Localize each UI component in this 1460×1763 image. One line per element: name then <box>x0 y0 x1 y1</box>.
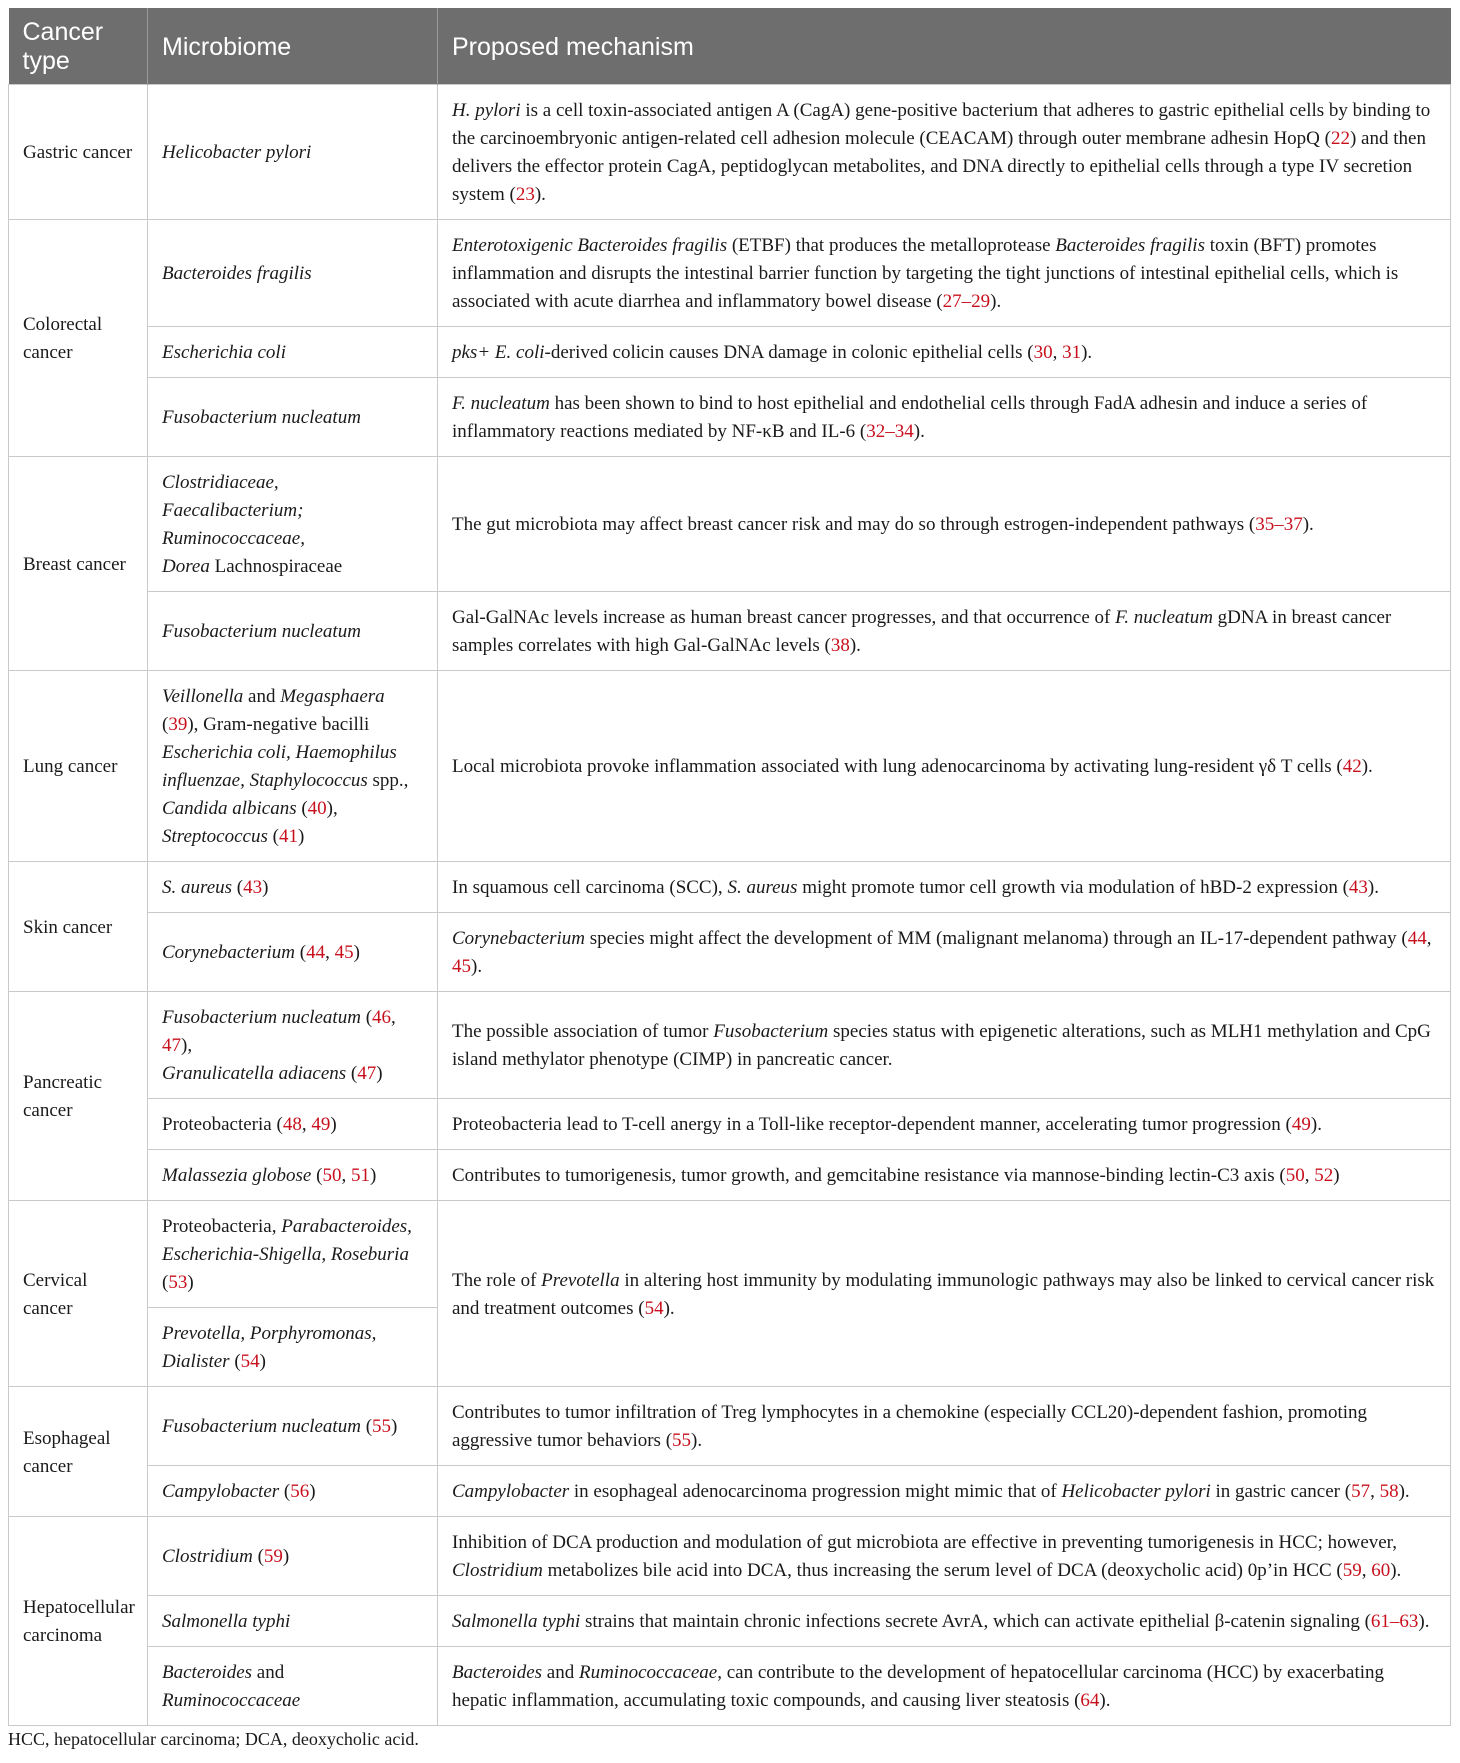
mechanism-cell <box>438 327 1451 378</box>
mechanism-cell <box>438 457 1451 592</box>
italic-text: F. nucleatum <box>1115 607 1213 628</box>
text-segment: ). <box>1418 1611 1430 1632</box>
table-row <box>9 1387 1451 1466</box>
mechanism-cell <box>438 1647 1451 1726</box>
text-segment: Proteobacteria, <box>162 1216 282 1237</box>
text-segment: spp., <box>367 770 409 791</box>
text-segment: ). <box>1398 1481 1410 1502</box>
italic-text: Corynebacterium <box>452 928 585 949</box>
text-segment: ). <box>1099 1690 1111 1711</box>
cancer-type-cell: Colorectal cancer <box>9 220 148 457</box>
text-segment: Local microbiota provoke inflammation associated with lung adenocarcinoma by activating lung-resident γδ T cells ( <box>452 756 1343 777</box>
italic-text: Corynebacterium <box>162 942 295 963</box>
italic-text: Prevotella <box>541 1269 620 1291</box>
table-row <box>9 378 1451 457</box>
reference-link[interactable]: 39 <box>168 714 188 735</box>
table-row <box>9 1201 1451 1308</box>
text-segment: ) <box>309 1481 316 1502</box>
italic-text: Candida albicans <box>162 798 297 819</box>
reference-link[interactable]: 44 <box>306 942 326 963</box>
text-segment: , <box>1361 1560 1372 1581</box>
text-segment: ( <box>296 798 308 819</box>
text-segment: ). <box>990 291 1002 312</box>
text-segment: ). <box>1367 877 1379 898</box>
text-segment: ) <box>369 1165 377 1186</box>
italic-text: Fusobacterium nucleatum <box>162 1416 361 1437</box>
text-segment: ). <box>1390 1560 1402 1581</box>
table-row <box>9 592 1451 671</box>
microbiome-cell <box>148 1099 438 1150</box>
text-segment: ) <box>376 1063 383 1084</box>
text-segment: ( <box>346 1063 358 1084</box>
reference-link[interactable]: 41 <box>278 826 298 847</box>
reference-link[interactable]: 56 <box>290 1481 310 1502</box>
reference-link[interactable]: 43 <box>1348 877 1368 898</box>
microbiome-cell <box>148 1308 438 1387</box>
reference-link[interactable]: 47 <box>357 1063 377 1084</box>
italic-text: Dorea <box>162 556 210 577</box>
reference-link[interactable]: 54 <box>644 1297 664 1319</box>
text-segment: ). <box>849 635 861 656</box>
reference-link[interactable]: 59 <box>263 1546 283 1567</box>
reference-link[interactable]: 52 <box>1314 1165 1334 1186</box>
microbiome-cell <box>148 220 438 327</box>
text-segment: toxin (BFT) promotes inflammation and disrupts the intestinal barrier function by targeting the tight junctions of intestinal epithelial cells, which is associated with acute diarrhea and inflammatory bowel disease ( <box>452 235 1399 312</box>
microbiome-cell <box>148 1517 438 1596</box>
mechanism-cell <box>438 992 1451 1099</box>
italic-text: Campylobacter <box>452 1481 570 1502</box>
text-segment: ( <box>360 1416 373 1437</box>
cancer-type-cell: Lung cancer <box>9 671 148 862</box>
cancer-type-cell: Gastric cancer <box>9 85 148 220</box>
italic-text: Fusobacterium nucleatum <box>162 407 361 428</box>
microbiome-cell <box>148 992 438 1099</box>
reference-link[interactable]: 22 <box>1330 128 1350 149</box>
text-segment: ). <box>913 421 925 442</box>
table-row <box>9 1647 1451 1726</box>
reference-link[interactable]: 47 <box>162 1035 181 1056</box>
text-segment: ) <box>297 826 305 847</box>
text-segment: gDNA in breast cancer samples correlates with high Gal-GalNAc levels ( <box>452 607 1392 656</box>
italic-text: Clostridium <box>162 1546 253 1567</box>
text-segment: ), <box>326 798 338 819</box>
text-segment: ). <box>1310 1114 1322 1135</box>
reference-link[interactable]: 54 <box>240 1351 260 1372</box>
text-segment: ( <box>162 714 169 735</box>
text-segment: in gastric cancer ( <box>1210 1481 1352 1502</box>
table-row <box>9 1517 1451 1596</box>
italic-text: Bacteroides fragilis <box>1055 235 1205 256</box>
cancer-type-cell: Breast cancer <box>9 457 148 671</box>
italic-text: Malassezia globose <box>162 1165 312 1186</box>
text-segment: and <box>252 1662 285 1683</box>
reference-link[interactable]: 55 <box>672 1430 692 1451</box>
table-row <box>9 1596 1451 1647</box>
microbiome-cell <box>148 1150 438 1201</box>
italic-text: Salmonella typhi <box>162 1611 291 1632</box>
italic-text: Granulicatella adiacens <box>162 1063 347 1084</box>
italic-text: Helicobacter pylori <box>162 142 312 163</box>
italic-text: S. aureus <box>162 877 233 898</box>
italic-text: Helicobacter pylori <box>1061 1481 1211 1502</box>
italic-text: Escherichia coli <box>162 342 286 363</box>
table-row <box>9 1466 1451 1517</box>
text-segment: Lachnospiraceae <box>209 556 343 577</box>
text-segment: in esophageal adenocarcinoma progression might mimic that of <box>569 1481 1062 1502</box>
table-header-row <box>9 8 1451 85</box>
text-segment: ) <box>262 877 269 898</box>
text-segment: , <box>391 1007 396 1028</box>
reference-link[interactable]: 51 <box>350 1165 370 1186</box>
reference-link[interactable]: 35–37 <box>1255 514 1303 535</box>
table-row <box>9 85 1451 220</box>
italic-text: Fusobacterium nucleatum <box>162 1007 361 1028</box>
cancer-type-cell: Pancreatic cancer <box>9 992 148 1201</box>
microbiome-cell <box>148 85 438 220</box>
mechanism-cell <box>438 1466 1451 1517</box>
italic-text: pks+ E. coli <box>452 342 545 363</box>
mechanism-cell <box>438 913 1451 992</box>
italic-text: Clostridium <box>452 1560 543 1581</box>
text-segment: and <box>542 1662 579 1683</box>
mechanism-cell <box>438 1596 1451 1647</box>
text-segment: Proteobacteria lead to T-cell anergy in a Toll-like receptor-dependent manner, accelerating tumor progression ( <box>452 1114 1292 1135</box>
microbiome-cell <box>148 671 438 862</box>
text-segment: ), <box>181 1035 193 1056</box>
mechanism-cell <box>438 378 1451 457</box>
italic-text: S. aureus <box>727 877 798 898</box>
microbiome-cell <box>148 1387 438 1466</box>
italic-text: Streptococcus <box>162 826 268 847</box>
text-segment: ). <box>534 184 546 205</box>
text-segment: ( <box>229 1351 241 1372</box>
text-segment: ) <box>259 1351 266 1372</box>
text-segment: ) <box>353 942 360 963</box>
reference-link[interactable]: 23 <box>515 184 535 205</box>
text-segment: metabolizes bile acid into DCA, thus increasing the serum level of DCA (deoxycholic acid) 0p’in HCC ( <box>542 1560 1343 1581</box>
mechanism-cell <box>438 220 1451 327</box>
reference-link[interactable]: 59 <box>1342 1560 1362 1581</box>
text-segment: ( <box>294 942 307 963</box>
reference-link[interactable]: 40 <box>307 798 327 819</box>
italic-text: Bacteroides <box>452 1662 543 1683</box>
text-segment: ). <box>1081 342 1093 363</box>
reference-link[interactable]: 32–34 <box>866 421 914 442</box>
text-segment: in altering host immunity by modulating immunologic pathways may also be linked to cervical cancer risk and treatment outcomes ( <box>452 1269 1435 1319</box>
mechanism-cell <box>438 85 1451 220</box>
reference-link[interactable]: 45 <box>452 956 471 977</box>
text-segment: ). <box>691 1430 703 1451</box>
text-segment: strains that maintain chronic infections secrete AvrA, which can activate epithelial β-catenin signaling ( <box>580 1611 1371 1632</box>
text-segment: Contributes to tumorigenesis, tumor growth, and gemcitabine resistance via mannose-binding lectin-C3 axis ( <box>452 1165 1286 1186</box>
microbiome-cell <box>148 1466 438 1517</box>
microbiome-cell <box>148 1201 438 1308</box>
table-body <box>9 85 1451 1726</box>
reference-link[interactable]: 61–63 <box>1370 1611 1419 1632</box>
text-segment: ) <box>282 1546 290 1567</box>
reference-link[interactable]: 46 <box>372 1007 392 1028</box>
table-row <box>9 671 1451 862</box>
italic-text: Fusobacterium <box>713 1021 829 1042</box>
italic-text: H. pylori <box>452 100 521 121</box>
reference-link[interactable]: 42 <box>1342 756 1362 777</box>
reference-link[interactable]: 27–29 <box>942 291 991 312</box>
text-segment: ) and then delivers the effector protein CagA, peptidoglycan metabolites, and DNA directly to epithelial cells through a type IV secretion system ( <box>452 128 1426 205</box>
mechanism-cell <box>438 862 1451 913</box>
italic-text: Escherichia coli, Haemophilus influenzae, Staphylococcus <box>162 742 397 791</box>
reference-link[interactable]: 45 <box>334 942 354 963</box>
text-segment: ), Gram-negative bacilli <box>187 714 370 735</box>
italic-text: Salmonella typhi <box>452 1611 581 1632</box>
italic-text: Campylobacter <box>162 1481 280 1502</box>
table-footnote: HCC, hepatocellular carcinoma; DCA, deoxycholic acid. <box>8 1729 419 1749</box>
italic-text: Megasphaera <box>280 686 385 707</box>
italic-text: Clostridiaceae, Faecalibacterium; <box>162 472 304 521</box>
text-segment: , <box>1304 1165 1315 1186</box>
table-row <box>9 862 1451 913</box>
text-segment: ) <box>391 1416 398 1437</box>
reference-link[interactable]: 60 <box>1371 1560 1391 1581</box>
text-segment: Gal-GalNAc levels increase as human breast cancer progresses, and that occurrence of <box>452 607 1116 628</box>
text-segment: , <box>1426 928 1432 949</box>
mechanism-cell <box>438 1201 1451 1387</box>
table-row <box>9 220 1451 327</box>
mechanism-cell <box>438 671 1451 862</box>
reference-link[interactable]: 49 <box>1291 1114 1311 1135</box>
text-segment: In squamous cell carcinoma (SCC), <box>452 877 728 898</box>
mechanism-cell <box>438 1517 1451 1596</box>
reference-link[interactable]: 44 <box>1407 928 1427 949</box>
microbiome-cell <box>148 862 438 913</box>
reference-link[interactable]: 64 <box>1080 1690 1100 1711</box>
microbiome-cell <box>148 378 438 457</box>
header-proposed-mechanism: Proposed mechanism <box>438 8 1451 85</box>
italic-text: Enterotoxigenic Bacteroides fragilis <box>452 235 728 256</box>
text-segment: , can contribute to the development of hepatocellular carcinoma (HCC) by exacerbating hepatic inflammation, accumulating toxic compounds, and causing liver steatosis ( <box>452 1662 1385 1711</box>
microbiome-cancer-table <box>8 8 1451 1726</box>
italic-text: Parabacteroides, Escherichia-Shigella, Roseburia <box>162 1216 412 1265</box>
italic-text: Bacteroides fragilis <box>162 263 312 284</box>
text-segment: , <box>301 1114 312 1135</box>
text-segment: might promote tumor cell growth via modulation of hBD-2 expression ( <box>797 877 1349 898</box>
text-segment: ( <box>252 1546 264 1567</box>
reference-link[interactable]: 49 <box>311 1114 331 1135</box>
italic-text: Prevotella, Porphyromonas, Dialister <box>162 1323 377 1372</box>
italic-text: Veillonella <box>162 686 244 707</box>
text-segment: , <box>1052 342 1063 363</box>
reference-link[interactable]: 43 <box>243 877 263 898</box>
reference-link[interactable]: 58 <box>1379 1481 1399 1502</box>
text-segment: , <box>341 1165 351 1186</box>
text-segment: ( <box>311 1165 323 1186</box>
table-row <box>9 327 1451 378</box>
table-row <box>9 457 1451 592</box>
microbiome-cell <box>148 1647 438 1726</box>
table-row <box>9 1099 1451 1150</box>
mechanism-cell <box>438 1099 1451 1150</box>
text-segment: is a cell toxin-associated antigen A (CagA) gene-positive bacterium that adheres to gastric epithelial cells by binding to the carcinoembryonic antigen-related cell adhesion molecule (CEACAM) through outer membrane adhesin HopQ ( <box>452 100 1431 149</box>
microbiome-cell <box>148 327 438 378</box>
text-segment: ). <box>1361 756 1373 777</box>
header-microbiome: Microbiome <box>148 8 438 85</box>
microbiome-cell <box>148 1596 438 1647</box>
reference-link[interactable]: 50 <box>1285 1165 1305 1186</box>
microbiome-cell <box>148 592 438 671</box>
text-segment: ). <box>663 1297 675 1319</box>
text-segment: Contributes to tumor infiltration of Treg lymphocytes in a chemokine (especially CCL20)-dependent fashion, promoting aggressive tumor behaviors ( <box>452 1402 1368 1451</box>
cancer-type-cell: Esophageal cancer <box>9 1387 148 1517</box>
reference-link[interactable]: 48 <box>282 1114 302 1135</box>
table-row <box>9 913 1451 992</box>
reference-link[interactable]: 38 <box>830 635 850 656</box>
text-segment: The gut microbiota may affect breast cancer risk and may do so through estrogen-independent pathways ( <box>452 514 1256 535</box>
cancer-type-cell: Cervical cancer <box>9 1201 148 1387</box>
text-segment: ) <box>330 1114 337 1135</box>
text-segment: ( <box>162 1272 169 1293</box>
reference-link[interactable]: 50 <box>322 1165 342 1186</box>
text-segment: ) <box>1333 1165 1340 1186</box>
italic-text: Bacteroides <box>162 1662 253 1683</box>
table-row <box>9 1150 1451 1201</box>
italic-text: Ruminococcaceae <box>578 1662 718 1683</box>
text-segment: ). <box>1302 514 1314 535</box>
microbiome-cell <box>148 457 438 592</box>
text-segment: ). <box>471 956 483 977</box>
mechanism-cell <box>438 592 1451 671</box>
text-segment: species might affect the development of MM (malignant melanoma) through an IL-17-dependent pathway ( <box>584 928 1408 949</box>
text-segment: , <box>325 942 335 963</box>
table-row <box>9 992 1451 1099</box>
text-segment: Proteobacteria ( <box>162 1114 283 1135</box>
italic-text: Ruminococcaceae, <box>162 528 305 549</box>
italic-text: F. nucleatum <box>452 393 550 414</box>
text-segment: Inhibition of DCA production and modulation of gut microbiota are effective in preventing tumorigenesis in HCC; however, <box>452 1532 1397 1553</box>
cancer-type-cell: Hepatocellular carcinoma <box>9 1517 148 1726</box>
text-segment: ( <box>360 1007 373 1028</box>
text-segment: -derived colicin causes DNA damage in colonic epithelial cells ( <box>544 342 1034 363</box>
text-segment: ( <box>279 1481 291 1502</box>
reference-link[interactable]: 55 <box>372 1416 392 1437</box>
text-segment: (ETBF) that produces the metalloprotease <box>727 235 1056 256</box>
cancer-type-cell: Skin cancer <box>9 862 148 992</box>
mechanism-cell <box>438 1150 1451 1201</box>
text-segment: and <box>243 686 281 707</box>
italic-text: Fusobacterium nucleatum <box>162 621 361 642</box>
reference-link[interactable]: 53 <box>168 1272 188 1293</box>
reference-link[interactable]: 31 <box>1062 342 1082 363</box>
text-segment: The role of <box>452 1269 542 1291</box>
text-segment: , <box>1370 1481 1380 1502</box>
text-segment: has been shown to bind to host epithelial and endothelial cells through FadA adhesin and induce a series of inflammatory reactions mediated by NF-κB and IL-6 ( <box>452 393 1368 442</box>
italic-text: Ruminococcaceae <box>162 1690 301 1711</box>
mechanism-cell <box>438 1387 1451 1466</box>
text-segment: ) <box>187 1272 194 1293</box>
microbiome-cell <box>148 913 438 992</box>
reference-link[interactable]: 30 <box>1033 342 1053 363</box>
text-segment: ( <box>267 826 279 847</box>
text-segment: The possible association of tumor <box>452 1021 714 1042</box>
header-cancer-type: Cancer type <box>9 8 148 85</box>
text-segment: ( <box>232 877 244 898</box>
reference-link[interactable]: 57 <box>1351 1481 1371 1502</box>
text-segment: species status with epigenetic alterations, such as MLH1 methylation and CpG island methylator phenotype (CIMP) in pancreatic cancer. <box>452 1021 1431 1070</box>
